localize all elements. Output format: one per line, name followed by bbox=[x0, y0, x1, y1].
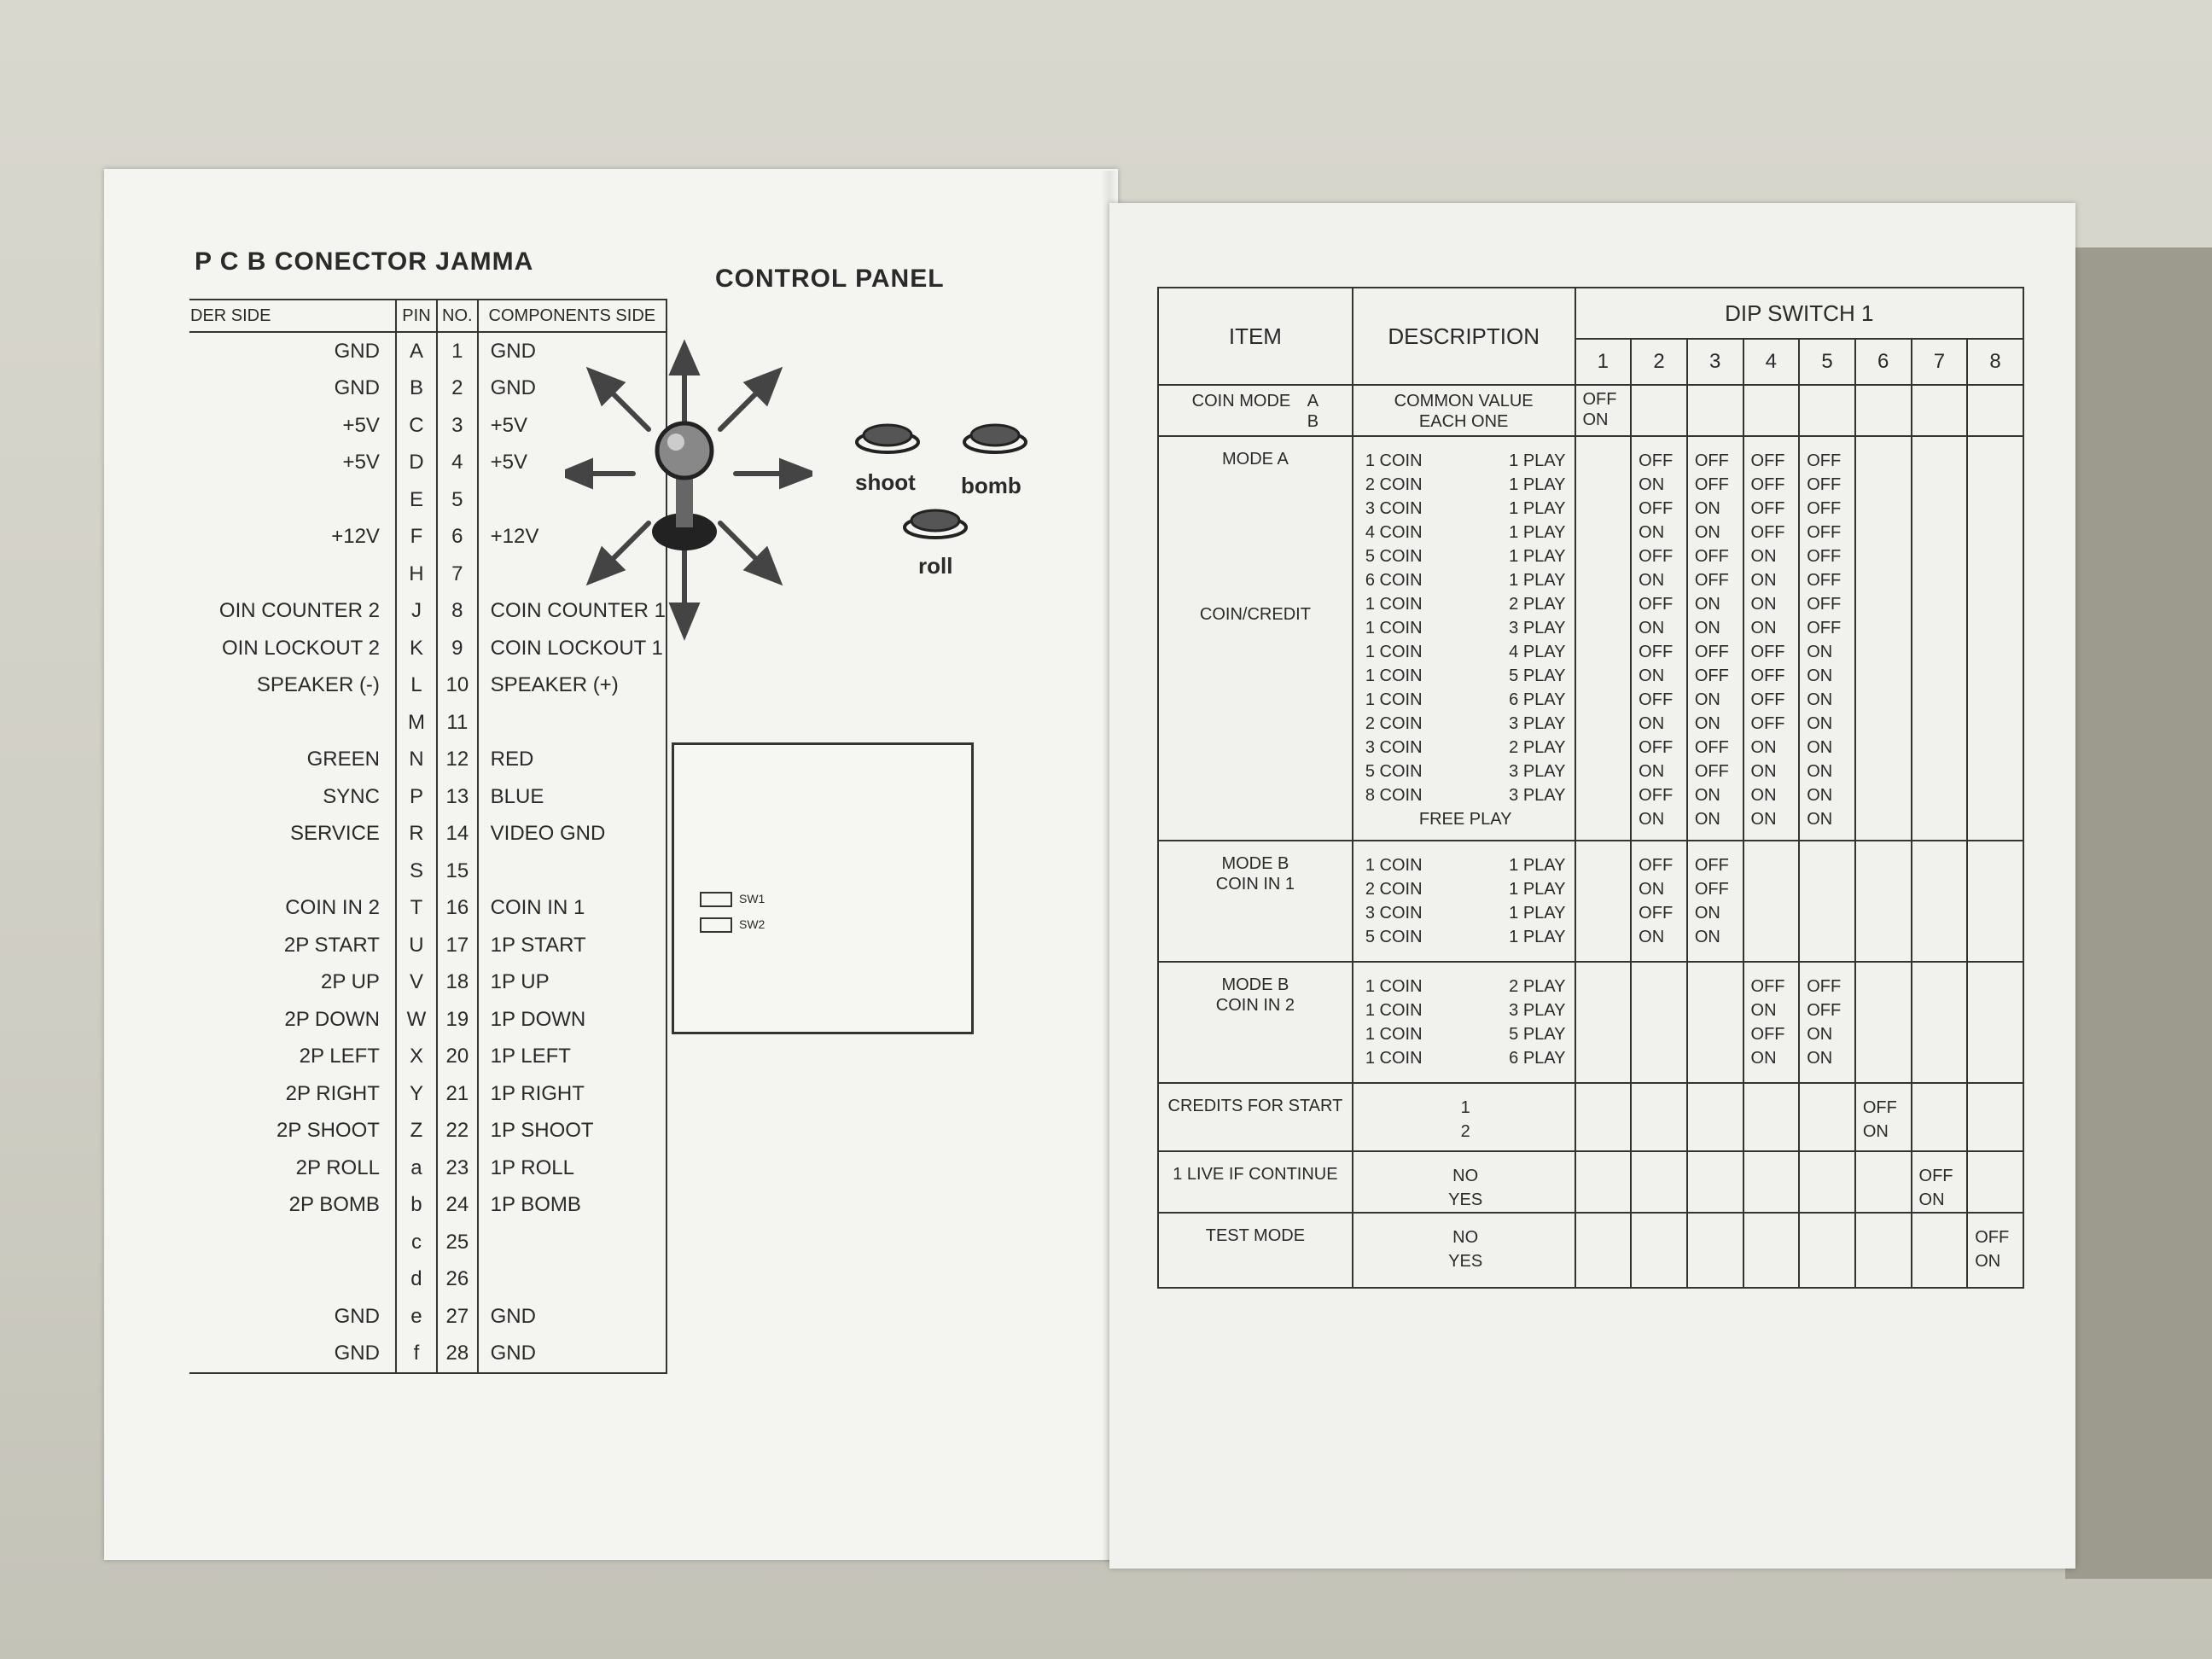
pin-letter-cell: S bbox=[396, 853, 437, 890]
test-sw8: OFF ON bbox=[1967, 1213, 2023, 1288]
coin-in-2-label: COIN IN 2 bbox=[1215, 996, 1295, 1015]
dip-switch-group-header: DIP SWITCH 1 bbox=[1575, 288, 2024, 339]
coin-count: 1 COIN bbox=[1365, 1001, 1423, 1020]
pin-row bbox=[189, 1075, 667, 1113]
coin-play-entry bbox=[1365, 998, 1566, 1022]
sw1-label: SW1 bbox=[739, 892, 765, 905]
components-side-cell: COIN IN 1 bbox=[478, 890, 667, 928]
pin-number-cell: 25 bbox=[437, 1224, 478, 1261]
pin-row bbox=[189, 1039, 667, 1076]
pin-letter-cell: f bbox=[396, 1336, 437, 1374]
switch-1-header: 1 bbox=[1575, 339, 1632, 385]
coin-play-entry bbox=[1365, 688, 1566, 712]
switch-4-header: 4 bbox=[1743, 339, 1800, 385]
no-header: NO. bbox=[437, 300, 478, 332]
components-side-cell: VIDEO GND bbox=[478, 816, 667, 853]
pin-letter-cell: R bbox=[396, 816, 437, 853]
components-side-cell: COIN COUNTER 1 bbox=[478, 593, 667, 631]
play-count: 5 PLAY bbox=[1509, 1025, 1566, 1044]
coin-count: 2 COIN bbox=[1365, 475, 1423, 494]
coin-count: 1 COIN bbox=[1365, 977, 1423, 996]
components-side-cell bbox=[478, 853, 667, 890]
solder-side-cell: GND bbox=[189, 1336, 396, 1374]
arrow-down-right-icon bbox=[720, 523, 761, 564]
solder-side-cell: SERVICE bbox=[189, 816, 396, 853]
pin-row bbox=[189, 704, 667, 742]
pin-number-cell: 13 bbox=[437, 778, 478, 816]
pin-number-cell: 2 bbox=[437, 370, 478, 408]
pin-number-cell: 26 bbox=[437, 1261, 478, 1299]
coin-play-entry bbox=[1365, 521, 1566, 544]
solder-side-cell: GND bbox=[189, 332, 396, 370]
live-desc: NO YES bbox=[1353, 1151, 1575, 1213]
pin-row bbox=[189, 1261, 667, 1299]
pin-letter-cell: Y bbox=[396, 1075, 437, 1113]
live-sw7: OFF ON bbox=[1912, 1151, 1968, 1213]
solder-side-cell: GREEN bbox=[189, 742, 396, 779]
arrow-up-left-icon bbox=[608, 388, 649, 429]
live-if-continue-row bbox=[1158, 1151, 2023, 1213]
coin-play-entry bbox=[1365, 760, 1566, 783]
live-if-continue-label: 1 LIVE IF CONTINUE bbox=[1158, 1151, 1353, 1213]
coin-play-entry bbox=[1365, 473, 1566, 497]
pin-number-cell: 21 bbox=[437, 1075, 478, 1113]
pin-letter-cell: e bbox=[396, 1298, 437, 1336]
bomb-button-icon bbox=[961, 418, 1029, 456]
pin-letter-cell: L bbox=[396, 667, 437, 705]
components-side-cell bbox=[478, 1224, 667, 1261]
coin-count: 1 COIN bbox=[1365, 856, 1423, 875]
pin-number-cell: 17 bbox=[437, 927, 478, 964]
mode-b1-sw2: OFF ON OFF ON bbox=[1631, 841, 1687, 962]
pin-letter-cell: F bbox=[396, 519, 437, 556]
pin-letter-cell: d bbox=[396, 1261, 437, 1299]
mode-a-sw2: OFF ON OFF ON OFF ON OFF ON OFF ON OFF ON OFF ON OFF ON bbox=[1631, 436, 1687, 841]
arrow-up-head bbox=[672, 346, 696, 373]
solder-side-cell: SYNC bbox=[189, 778, 396, 816]
coin-play-entry bbox=[1365, 592, 1566, 616]
shoot-label: shoot bbox=[855, 469, 916, 495]
pin-row bbox=[189, 927, 667, 964]
play-count: 3 PLAY bbox=[1509, 714, 1566, 733]
mode-b-coin2-row bbox=[1158, 962, 2023, 1083]
pin-row bbox=[189, 853, 667, 890]
coin-count: 1 COIN bbox=[1365, 451, 1423, 470]
mode-a-sw3: OFF OFF ON ON OFF OFF ON ON OFF OFF ON ON OFF OFF ON ON bbox=[1687, 436, 1743, 841]
play-count: 3 PLAY bbox=[1509, 1001, 1566, 1020]
pin-letter-cell: M bbox=[396, 704, 437, 742]
mode-a-sw4: OFF OFF OFF OFF ON ON ON ON OFF OFF OFF OFF ON ON ON ON bbox=[1743, 436, 1800, 841]
coin-play-entry bbox=[1365, 568, 1566, 592]
credits-sw6: OFF ON bbox=[1855, 1083, 1912, 1151]
solder-side-cell: +5V bbox=[189, 407, 396, 445]
coin-play-entry bbox=[1365, 449, 1566, 473]
pin-letter-cell: U bbox=[396, 927, 437, 964]
components-side-cell bbox=[478, 1261, 667, 1299]
pin-row bbox=[189, 1001, 667, 1039]
components-side-cell: 1P LEFT bbox=[478, 1039, 667, 1076]
solder-side-cell: +12V bbox=[189, 519, 396, 556]
test-mode-row bbox=[1158, 1213, 2023, 1288]
components-side-cell: +5V bbox=[478, 407, 667, 445]
components-side-cell: GND bbox=[478, 332, 667, 370]
components-side-cell: 1P BOMB bbox=[478, 1187, 667, 1225]
pin-number-cell: 8 bbox=[437, 593, 478, 631]
components-side-cell: 1P UP bbox=[478, 964, 667, 1002]
coin-play-entry bbox=[1365, 544, 1566, 568]
pin-number-cell: 14 bbox=[437, 816, 478, 853]
pin-letter-cell: W bbox=[396, 1001, 437, 1039]
solder-side-cell: OIN COUNTER 2 bbox=[189, 593, 396, 631]
coin-mode-label: COIN MODE bbox=[1191, 392, 1291, 410]
item-header: ITEM bbox=[1158, 288, 1353, 385]
solder-side-cell: COIN IN 2 bbox=[189, 890, 396, 928]
play-count: 1 PLAY bbox=[1509, 571, 1566, 590]
pin-number-cell: 7 bbox=[437, 556, 478, 593]
play-count: 1 PLAY bbox=[1509, 475, 1566, 494]
solder-side-cell: 2P RIGHT bbox=[189, 1075, 396, 1113]
switch-3-header: 3 bbox=[1687, 339, 1743, 385]
pin-letter-cell: K bbox=[396, 630, 437, 667]
coin-count: 6 COIN bbox=[1365, 571, 1423, 590]
play-count: 1 PLAY bbox=[1509, 547, 1566, 566]
coin-play-entry bbox=[1365, 640, 1566, 664]
sw1-switch bbox=[700, 892, 732, 907]
coin-count: 3 COIN bbox=[1365, 904, 1423, 923]
solder-side-cell bbox=[189, 481, 396, 519]
pin-row bbox=[189, 1224, 667, 1261]
pin-number-cell: 20 bbox=[437, 1039, 478, 1076]
solder-side-cell: 2P START bbox=[189, 927, 396, 964]
play-count: 2 PLAY bbox=[1509, 595, 1566, 614]
coin-count: 4 COIN bbox=[1365, 523, 1423, 542]
pin-letter-cell: c bbox=[396, 1224, 437, 1261]
pin-number-cell: 4 bbox=[437, 445, 478, 482]
coin-count: 5 COIN bbox=[1365, 762, 1423, 781]
play-count: 1 PLAY bbox=[1509, 856, 1566, 875]
solder-side-cell bbox=[189, 704, 396, 742]
play-count: 1 PLAY bbox=[1509, 928, 1566, 946]
test-mode-label: TEST MODE bbox=[1158, 1213, 1353, 1288]
pin-number-cell: 28 bbox=[437, 1336, 478, 1374]
pin-letter-cell: N bbox=[396, 742, 437, 779]
joystick-ball bbox=[657, 423, 712, 478]
coin-play-entry bbox=[1365, 616, 1566, 640]
mode-b2-sw4: OFF ON OFF ON bbox=[1743, 962, 1800, 1083]
switch-2-header: 2 bbox=[1631, 339, 1687, 385]
left-page bbox=[104, 169, 1118, 1560]
roll-label: roll bbox=[918, 553, 953, 579]
mode-b1-sw3: OFF OFF ON ON bbox=[1687, 841, 1743, 962]
pin-letter-cell: X bbox=[396, 1039, 437, 1076]
solder-side-cell: 2P LEFT bbox=[189, 1039, 396, 1076]
mode-a-sw5: OFF OFF OFF OFF OFF OFF OFF OFF ON ON ON ON ON ON ON ON bbox=[1799, 436, 1855, 841]
coin-play-entry bbox=[1365, 1046, 1566, 1070]
pin-number-cell: 12 bbox=[437, 742, 478, 779]
play-count: 4 PLAY bbox=[1509, 643, 1566, 661]
play-count: 3 PLAY bbox=[1509, 786, 1566, 805]
coin-count: 3 COIN bbox=[1365, 499, 1423, 518]
play-count: 3 PLAY bbox=[1509, 762, 1566, 781]
coin-in-1-label: COIN IN 1 bbox=[1215, 875, 1295, 894]
solder-side-header: DER SIDE bbox=[189, 300, 396, 332]
pin-row bbox=[189, 667, 667, 705]
arrow-down-left-icon bbox=[608, 523, 649, 564]
solder-side-cell: 2P UP bbox=[189, 964, 396, 1002]
pin-number-cell: 24 bbox=[437, 1187, 478, 1225]
play-count: 1 PLAY bbox=[1509, 451, 1566, 470]
sw2-label: SW2 bbox=[739, 917, 765, 931]
pin-header: PIN bbox=[396, 300, 437, 332]
coin-play-entry bbox=[1365, 783, 1566, 807]
coin-play-entry bbox=[1365, 853, 1566, 877]
table-shadow bbox=[2065, 247, 2212, 1579]
solder-side-cell: 2P BOMB bbox=[189, 1187, 396, 1225]
test-desc: NO YES bbox=[1353, 1213, 1575, 1288]
arrow-up-right-icon bbox=[720, 388, 761, 429]
coin-mode-row bbox=[1158, 385, 2023, 436]
coin-play-entry bbox=[1365, 664, 1566, 688]
coin-count: 1 COIN bbox=[1365, 595, 1423, 614]
coin-credit-label: COIN/CREDIT bbox=[1199, 605, 1311, 624]
coin-play-entry bbox=[1365, 736, 1566, 760]
pcb-board-diagram bbox=[672, 742, 974, 1034]
pin-letter-cell: P bbox=[396, 778, 437, 816]
coin-count: 1 COIN bbox=[1365, 690, 1423, 709]
components-side-cell: 1P DOWN bbox=[478, 1001, 667, 1039]
pin-number-cell: 1 bbox=[437, 332, 478, 370]
coin-mode-desc-b: EACH ONE bbox=[1418, 412, 1509, 431]
play-count: 5 PLAY bbox=[1509, 667, 1566, 685]
pin-letter-cell: E bbox=[396, 481, 437, 519]
coin-play-entry bbox=[1365, 925, 1566, 949]
coin-count: 1 COIN bbox=[1365, 643, 1423, 661]
coin-count: 8 COIN bbox=[1365, 786, 1423, 805]
pin-letter-cell: J bbox=[396, 593, 437, 631]
pin-number-cell: 15 bbox=[437, 853, 478, 890]
pin-number-cell: 9 bbox=[437, 630, 478, 667]
jamma-title: P C B CONECTOR JAMMA bbox=[195, 247, 534, 276]
credits-for-start-label: CREDITS FOR START bbox=[1158, 1083, 1353, 1151]
pin-row bbox=[189, 1187, 667, 1225]
bomb-label: bomb bbox=[961, 473, 1022, 498]
mode-a-row bbox=[1158, 436, 2023, 841]
pin-letter-cell: a bbox=[396, 1150, 437, 1187]
pin-letter-cell: T bbox=[396, 890, 437, 928]
pin-number-cell: 3 bbox=[437, 407, 478, 445]
coin-play-entry bbox=[1365, 877, 1566, 901]
coin-count: 5 COIN bbox=[1365, 547, 1423, 566]
control-panel-title: CONTROL PANEL bbox=[715, 265, 945, 293]
pin-letter-cell: b bbox=[396, 1187, 437, 1225]
mode-b-coin1-row bbox=[1158, 841, 2023, 962]
play-count: 6 PLAY bbox=[1509, 1049, 1566, 1068]
mode-b2-sw5: OFF OFF ON ON bbox=[1799, 962, 1855, 1083]
pin-letter-cell: Z bbox=[396, 1113, 437, 1150]
play-count: 1 PLAY bbox=[1509, 904, 1566, 923]
coin-count: 2 COIN bbox=[1365, 714, 1423, 733]
switch-6-header: 6 bbox=[1855, 339, 1912, 385]
coin-count: 3 COIN bbox=[1365, 738, 1423, 757]
pin-number-cell: 10 bbox=[437, 667, 478, 705]
coin-play-entry bbox=[1365, 712, 1566, 736]
play-count: 1 PLAY bbox=[1509, 523, 1566, 542]
pin-row bbox=[189, 742, 667, 779]
pin-letter-cell: C bbox=[396, 407, 437, 445]
dip-switch-table bbox=[1157, 287, 2024, 1289]
pin-row bbox=[189, 1298, 667, 1336]
components-side-cell: GND bbox=[478, 370, 667, 408]
play-count: 3 PLAY bbox=[1509, 619, 1566, 637]
mode-b2-label: MODE B bbox=[1221, 975, 1289, 994]
solder-side-cell bbox=[189, 1224, 396, 1261]
free-play-label: FREE PLAY bbox=[1418, 810, 1512, 829]
shoot-button-icon bbox=[853, 418, 922, 456]
components-side-cell bbox=[478, 704, 667, 742]
components-side-cell: 1P ROLL bbox=[478, 1150, 667, 1187]
solder-side-cell: SPEAKER (-) bbox=[189, 667, 396, 705]
components-side-cell: BLUE bbox=[478, 778, 667, 816]
solder-side-cell: GND bbox=[189, 370, 396, 408]
coin-count: 1 COIN bbox=[1365, 1049, 1423, 1068]
coin-count: 1 COIN bbox=[1365, 1025, 1423, 1044]
coin-play-entry bbox=[1365, 901, 1566, 925]
play-count: 6 PLAY bbox=[1509, 690, 1566, 709]
pin-letter-cell: H bbox=[396, 556, 437, 593]
pin-number-cell: 22 bbox=[437, 1113, 478, 1150]
pin-number-cell: 11 bbox=[437, 704, 478, 742]
pin-number-cell: 19 bbox=[437, 1001, 478, 1039]
play-count: 1 PLAY bbox=[1509, 499, 1566, 518]
pin-number-cell: 23 bbox=[437, 1150, 478, 1187]
components-side-header: COMPONENTS SIDE bbox=[478, 300, 667, 332]
components-side-cell: GND bbox=[478, 1298, 667, 1336]
pin-row bbox=[189, 890, 667, 928]
credits-desc: 1 2 bbox=[1353, 1083, 1575, 1151]
coin-play-entry bbox=[1365, 1022, 1566, 1046]
components-side-cell: 1P START bbox=[478, 927, 667, 964]
play-count: 2 PLAY bbox=[1509, 738, 1566, 757]
pin-number-cell: 5 bbox=[437, 481, 478, 519]
switch-8-header: 8 bbox=[1967, 339, 2023, 385]
coin-count: 5 COIN bbox=[1365, 928, 1423, 946]
components-side-cell: 1P SHOOT bbox=[478, 1113, 667, 1150]
pin-row bbox=[189, 778, 667, 816]
pin-number-cell: 18 bbox=[437, 964, 478, 1002]
components-side-cell: 1P RIGHT bbox=[478, 1075, 667, 1113]
pin-row bbox=[189, 1150, 667, 1187]
coin-mode-a: A bbox=[1307, 392, 1319, 410]
mode-b1-label: MODE B bbox=[1221, 854, 1289, 873]
coin-play-entry bbox=[1365, 975, 1566, 998]
coin-mode-desc-a: COMMON VALUE bbox=[1394, 392, 1534, 410]
pin-letter-cell: D bbox=[396, 445, 437, 482]
right-page bbox=[1109, 203, 2075, 1569]
solder-side-cell: 2P DOWN bbox=[189, 1001, 396, 1039]
coin-mode-b: B bbox=[1307, 412, 1319, 431]
coin-count: 1 COIN bbox=[1365, 667, 1423, 685]
solder-side-cell: +5V bbox=[189, 445, 396, 482]
pin-number-cell: 6 bbox=[437, 519, 478, 556]
solder-side-cell: GND bbox=[189, 1298, 396, 1336]
coin-count: 1 COIN bbox=[1365, 619, 1423, 637]
solder-side-cell bbox=[189, 556, 396, 593]
components-side-cell: SPEAKER (+) bbox=[478, 667, 667, 705]
pin-letter-cell: B bbox=[396, 370, 437, 408]
solder-side-cell: 2P SHOOT bbox=[189, 1113, 396, 1150]
description-header: DESCRIPTION bbox=[1353, 288, 1575, 385]
components-side-cell: +5V bbox=[478, 445, 667, 482]
coin-mode-sw1: OFF ON bbox=[1575, 385, 1632, 436]
solder-side-cell: 2P ROLL bbox=[189, 1150, 396, 1187]
switch-7-header: 7 bbox=[1912, 339, 1968, 385]
solder-side-cell bbox=[189, 1261, 396, 1299]
coin-play-entry bbox=[1365, 497, 1566, 521]
solder-side-cell bbox=[189, 853, 396, 890]
play-count: 2 PLAY bbox=[1509, 977, 1566, 996]
pin-row bbox=[189, 816, 667, 853]
pin-row bbox=[189, 964, 667, 1002]
mode-a-label: MODE A bbox=[1222, 450, 1289, 469]
solder-side-cell: OIN LOCKOUT 2 bbox=[189, 630, 396, 667]
pin-letter-cell: A bbox=[396, 332, 437, 370]
components-side-cell: +12V bbox=[478, 519, 667, 556]
credits-for-start-row bbox=[1158, 1083, 2023, 1151]
roll-button-icon bbox=[901, 504, 969, 541]
pin-number-cell: 27 bbox=[437, 1298, 478, 1336]
components-side-cell: RED bbox=[478, 742, 667, 779]
play-count: 1 PLAY bbox=[1509, 880, 1566, 899]
pin-row bbox=[189, 1113, 667, 1150]
pin-letter-cell: V bbox=[396, 964, 437, 1002]
switch-5-header: 5 bbox=[1799, 339, 1855, 385]
coin-count: 2 COIN bbox=[1365, 880, 1423, 899]
pin-row bbox=[189, 1336, 667, 1374]
joystick-8-way-diagram bbox=[565, 335, 812, 643]
sw2-switch bbox=[700, 917, 732, 933]
components-side-cell: COIN LOCKOUT 1 bbox=[478, 630, 667, 667]
pin-number-cell: 16 bbox=[437, 890, 478, 928]
components-side-cell: GND bbox=[478, 1336, 667, 1374]
